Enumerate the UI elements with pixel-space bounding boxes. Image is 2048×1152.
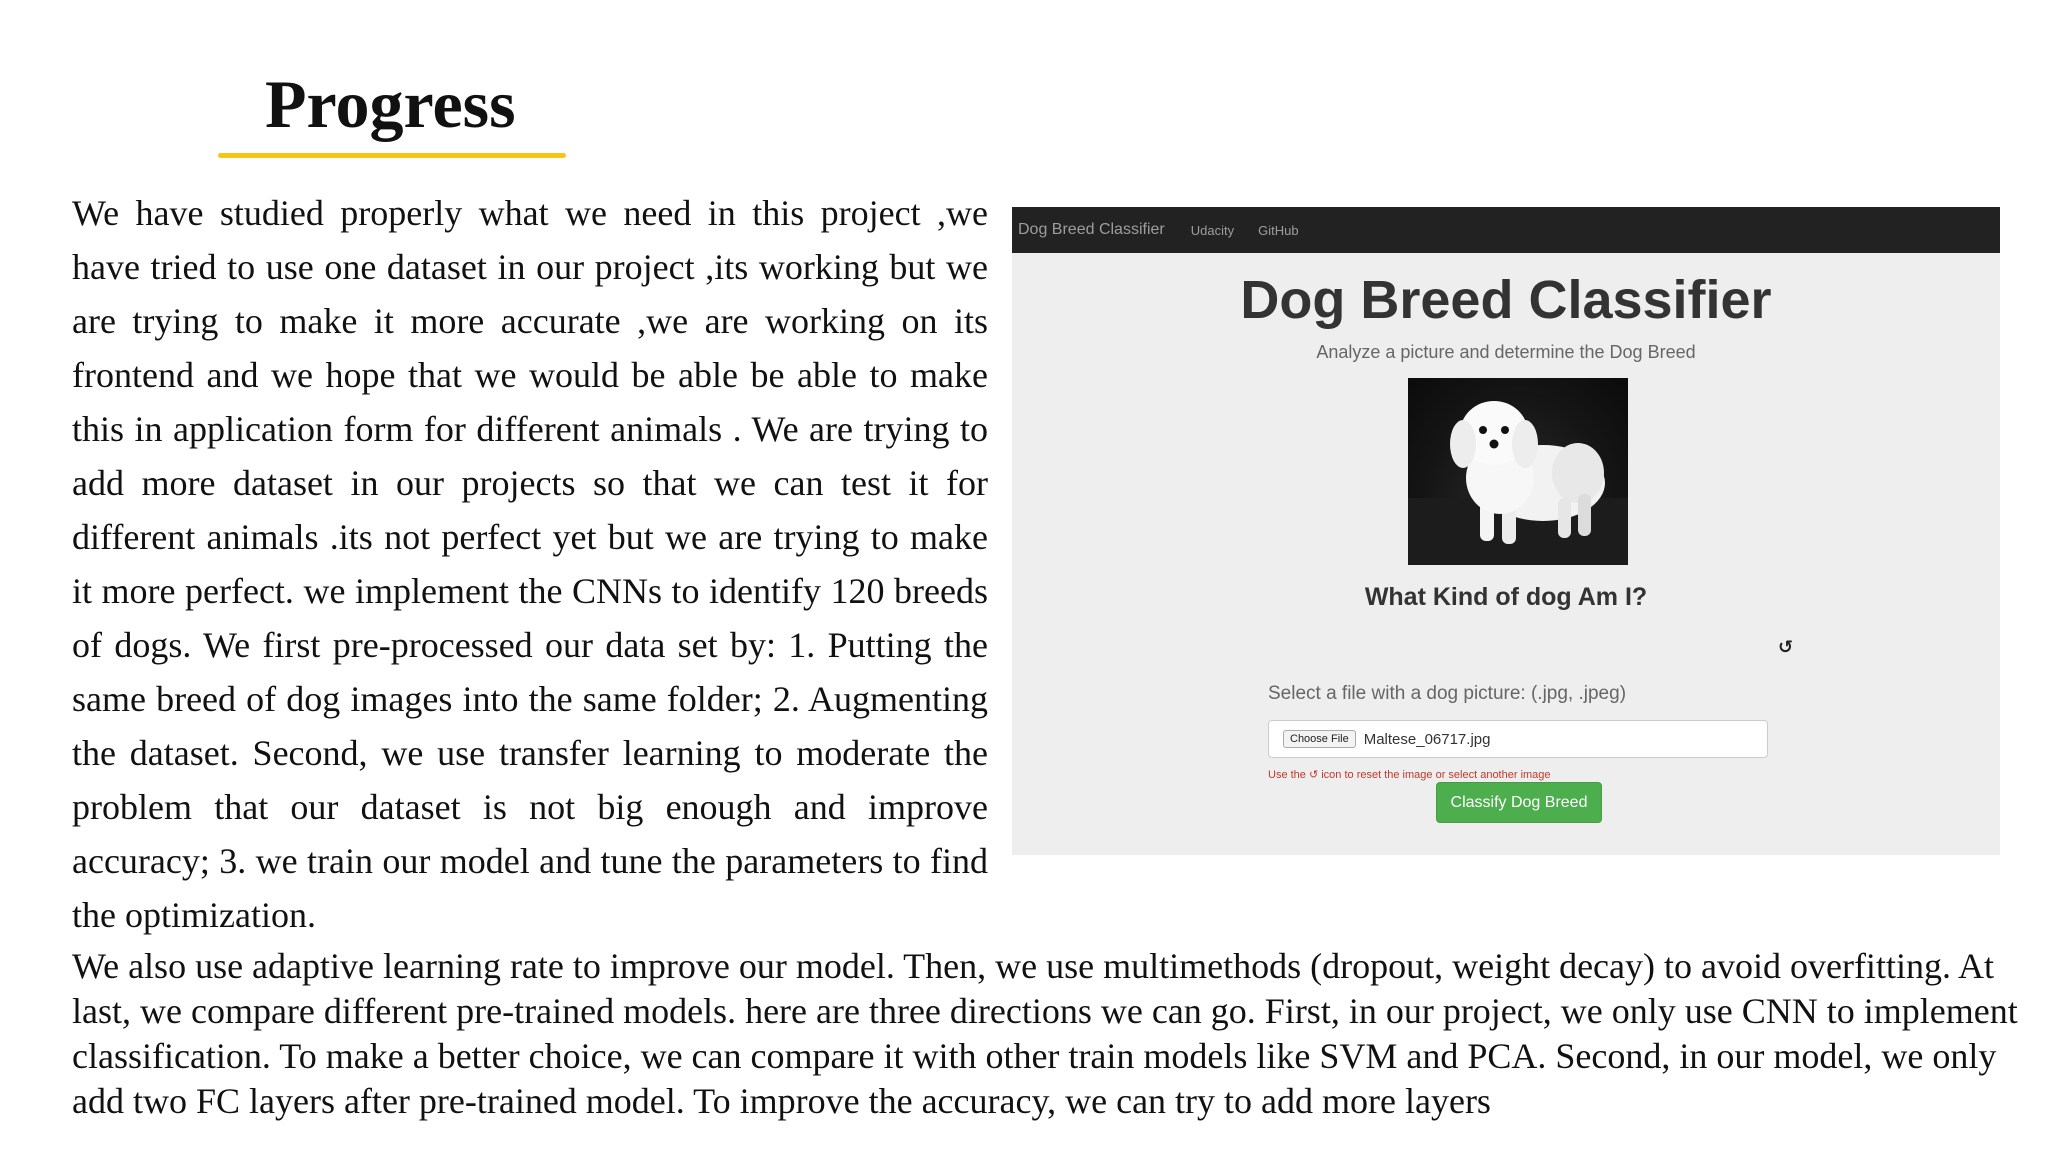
bottom-paragraph: We also use adaptive learning rate to improve our model. Then, we use multimethods (dropout, weight decay) to avoid overfitting. At last, we compare different pre-trained models. here are three directions we can go. First, in our project, we only use CNN to implement classification. To make a better choice, we can compare it with other train models like SVM and PCA. Second, in our model, we only add two FC layers after pre-trained model. To improve the accuracy, we can try to add more layers <box>72 946 2018 1121</box>
file-input[interactable] <box>1268 720 1768 758</box>
selected-file-name: Maltese_06717.jpg <box>1363 730 1491 748</box>
reset-icon[interactable]: ↺ <box>1778 637 1794 657</box>
left-paragraph: We have studied properly what we need in this project ,we have tried to use one dataset in our project ,its working but we are trying to make it more accurate ,we are working on its frontend and we hope that we would be able be able to make this in application form for different animals . We are trying to add more dataset in our projects so that we can test it for different animals .its not perfect yet but we are trying to make it more perfect. we implement the CNNs to identify 120 breeds of dogs. We first pre-processed our data set by: 1. Putting the same breed of dog images into the same folder; 2. Augmenting the dataset. Second, we use transfer learning to moderate the problem that our dataset is not big enough and improve accuracy; 3. we train our model and tune the parameters to find the optimization. <box>72 193 988 935</box>
choose-file-button[interactable]: Choose File <box>1283 730 1356 748</box>
question-heading: What Kind of dog Am I? <box>1364 583 1648 611</box>
file-label: Select a file with a dog picture: (.jpg, .jpeg) <box>1268 683 1627 704</box>
maltese-dog-illustration <box>1408 378 1628 565</box>
reset-hint: Use the ↺ icon to reset the image or select another image <box>1268 769 1551 781</box>
app-screenshot <box>1012 207 2000 855</box>
slide-title: Progress <box>265 66 516 142</box>
title-underline <box>218 153 566 158</box>
nav-link-udacity[interactable]: Udacity <box>1190 222 1235 238</box>
nav-link-github[interactable]: GitHub <box>1258 222 1299 238</box>
classify-button[interactable]: Classify Dog Breed <box>1436 782 1602 823</box>
navbar-brand[interactable]: Dog Breed Classifier <box>1018 221 1165 238</box>
app-title: Dog Breed Classifier <box>1240 270 1772 330</box>
dog-image <box>1408 378 1628 565</box>
app-subtitle: Analyze a picture and determine the Dog Breed <box>1316 342 1696 362</box>
navbar <box>1012 207 2000 253</box>
